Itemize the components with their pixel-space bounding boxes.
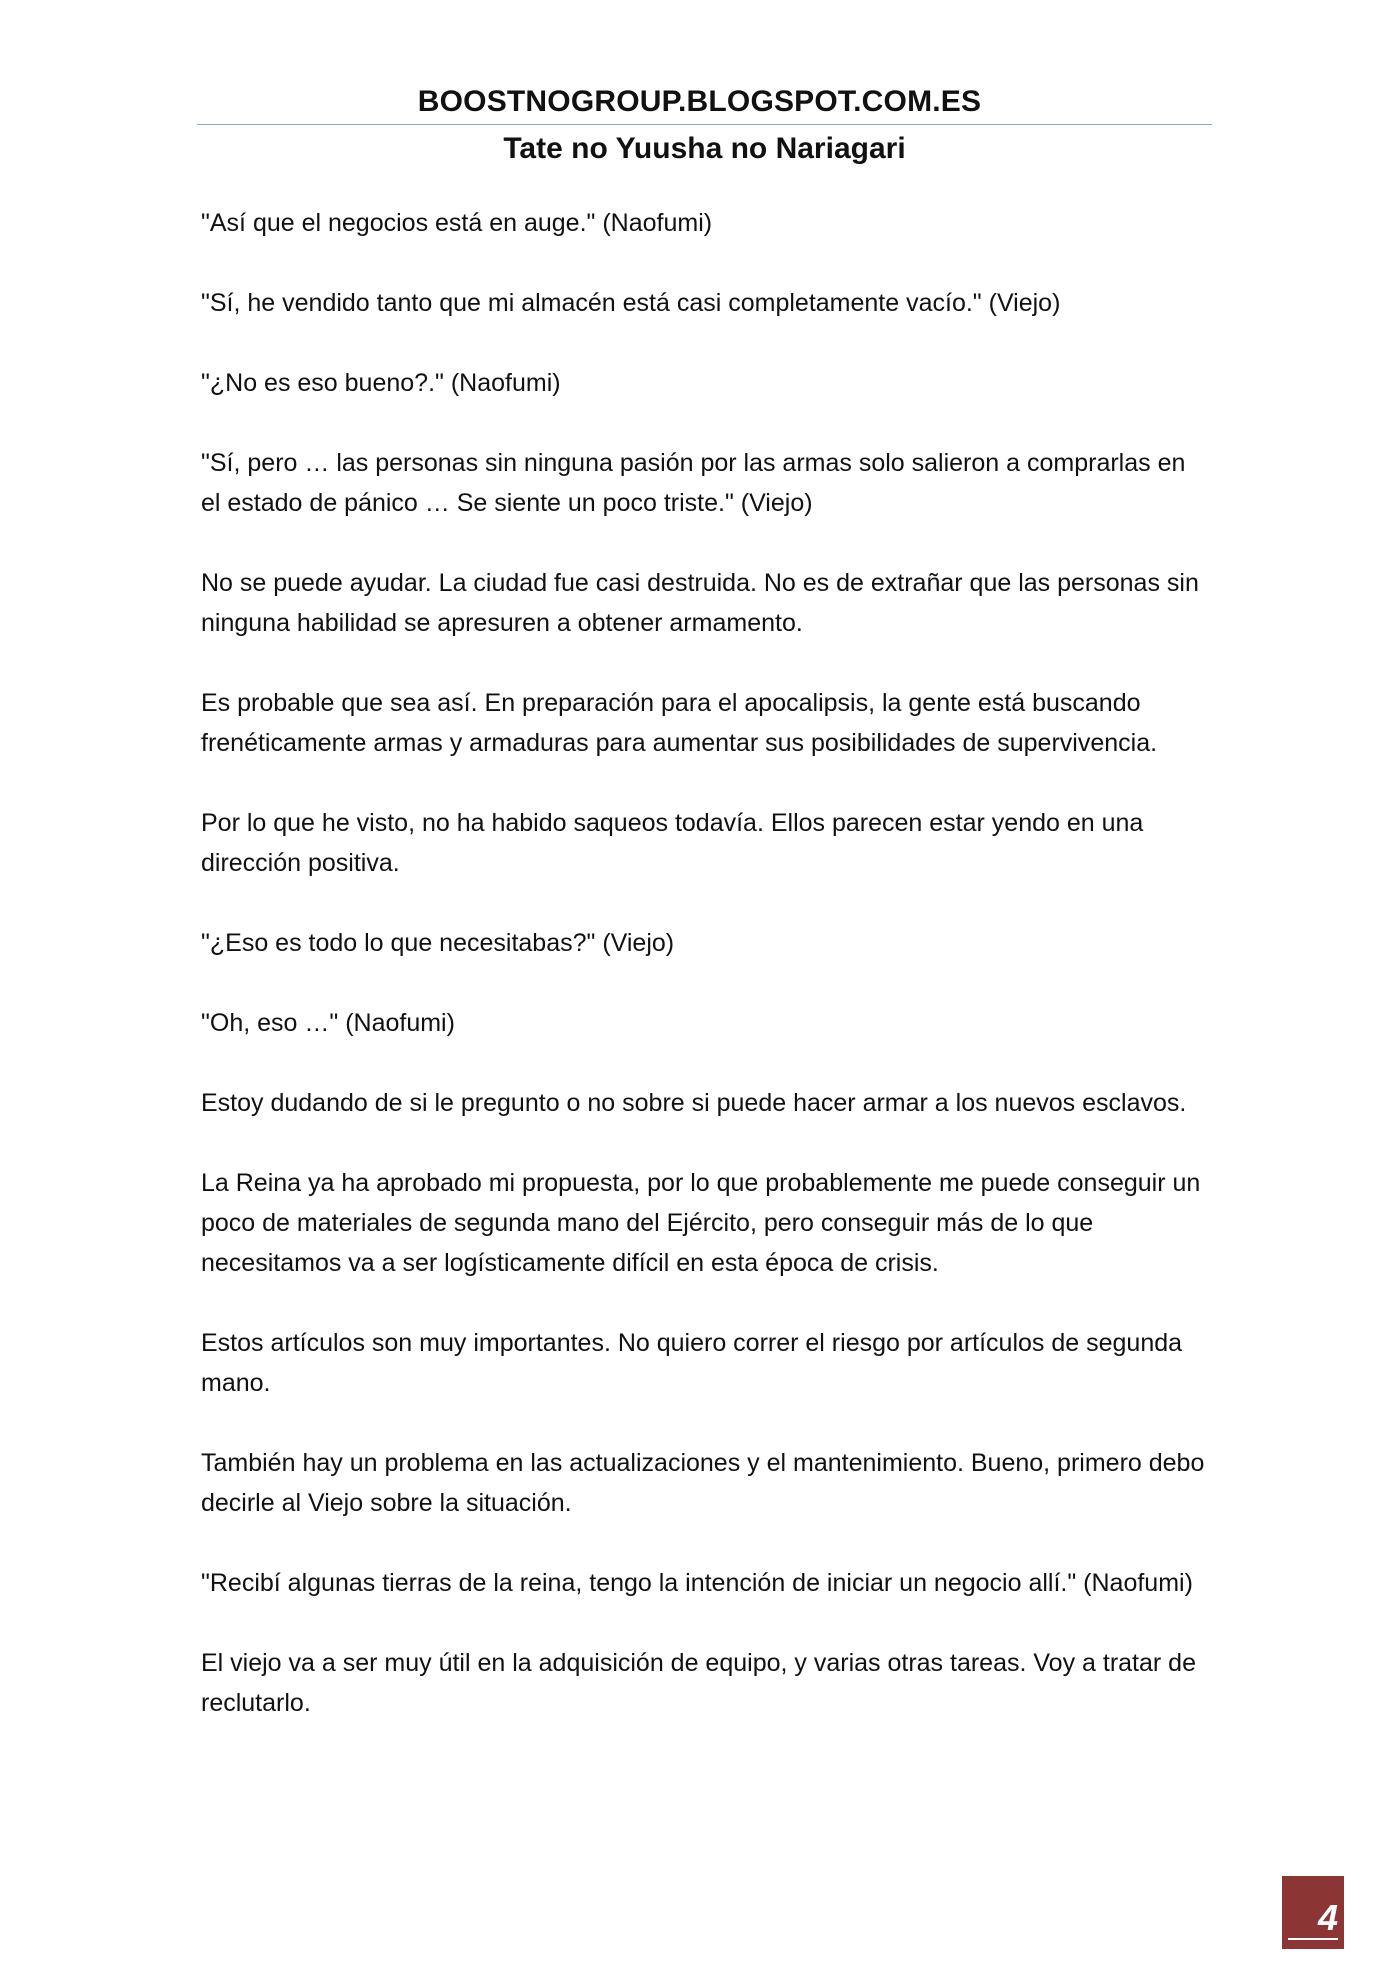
paragraph: "¿No es eso bueno?." (Naofumi) <box>201 369 561 397</box>
paragraph: "Sí, he vendido tanto que mi almacén está casi completamente vacío." (Viejo) <box>201 289 1061 317</box>
page-header <box>197 80 1212 171</box>
paragraph: La Reina ya ha aprobado mi propuesta, por lo que probablemente me puede conseguir un poco de materiales de segunda mano del Ejército, pero conseguir más de lo que necesitamos va a ser logísticamente difícil en esta época de crisis. <box>201 1169 1201 1277</box>
paragraph: Por lo que he visto, no ha habido saqueos todavía. Ellos parecen estar yendo en una dirección positiva. <box>201 809 1144 877</box>
paragraph: No se puede ayudar. La ciudad fue casi destruida. No es de extrañar que las personas sin ninguna habilidad se apresuren a obtener armamento. <box>201 569 1199 637</box>
page-number-underline <box>1288 1938 1338 1940</box>
header-divider <box>197 124 1212 125</box>
paragraph: "Oh, eso …" (Naofumi) <box>201 1009 455 1037</box>
page-number: 4 <box>1317 1897 1338 1938</box>
paragraph: "Recibí algunas tierras de la reina, tengo la intención de iniciar un negocio allí." (Naofumi) <box>201 1569 1193 1597</box>
paragraph: Es probable que sea así. En preparación para el apocalipsis, la gente está buscando frenéticamente armas y armaduras para aumentar sus posibilidades de supervivencia. <box>201 689 1158 757</box>
document-body <box>201 203 1211 1763</box>
site-url-heading: BOOSTNOGROUP.BLOGSPOT.COM.ES <box>417 85 982 118</box>
paragraph: "Así que el negocios está en auge." (Naofumi) <box>201 209 713 237</box>
page-number-badge <box>1282 1876 1344 1949</box>
paragraph: Estoy dudando de si le pregunto o no sobre si puede hacer armar a los nuevos esclavos. <box>201 1089 1187 1117</box>
paragraph: Estos artículos son muy importantes. No quiero correr el riesgo por artículos de segunda mano. <box>201 1329 1183 1397</box>
paragraph: "Sí, pero … las personas sin ninguna pasión por las armas solo salieron a comprarlas en el estado de pánico … Se siente un poco triste." (Viejo) <box>201 449 1186 517</box>
paragraph: También hay un problema en las actualizaciones y el mantenimiento. Bueno, primero debo decirle al Viejo sobre la situación. <box>201 1449 1205 1517</box>
book-title: Tate no Yuusha no Nariagari <box>503 132 906 165</box>
paragraph: El viejo va a ser muy útil en la adquisición de equipo, y varias otras tareas. Voy a tratar de reclutarlo. <box>201 1649 1196 1717</box>
paragraph: "¿Eso es todo lo que necesitabas?" (Viejo) <box>201 929 675 957</box>
